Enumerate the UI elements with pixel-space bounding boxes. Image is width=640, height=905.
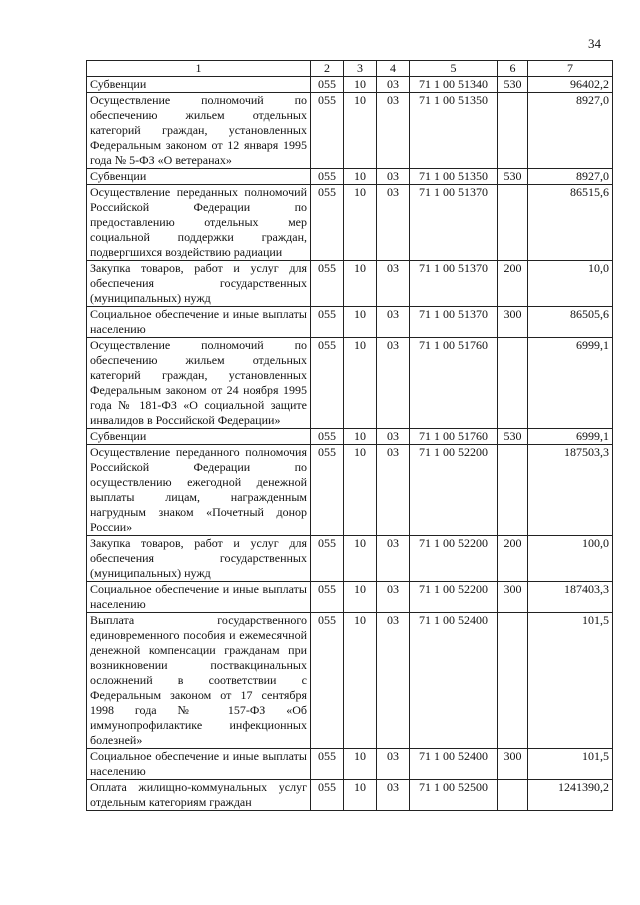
expense-type-cell: 200 xyxy=(498,261,528,307)
subsection-code-cell: 03 xyxy=(377,185,410,261)
section-code-cell: 10 xyxy=(344,445,377,536)
table-row xyxy=(87,185,613,261)
table-row xyxy=(87,261,613,307)
table-row xyxy=(87,582,613,613)
amount-cell: 6999,1 xyxy=(528,429,613,445)
subsection-code-cell: 03 xyxy=(377,749,410,780)
ministry-code-cell: 055 xyxy=(311,77,344,93)
subsection-code-cell: 03 xyxy=(377,261,410,307)
item-name-cell: Осуществление полномочий по обеспечению жильем отдельных категорий граждан, установленных Федеральным законом от 24 ноября 1995 года № 181-ФЗ «О социальной защите инвалидов в Российской Федерации» xyxy=(87,338,311,429)
table-row xyxy=(87,429,613,445)
column-header: 7 xyxy=(528,61,613,77)
subsection-code-cell: 03 xyxy=(377,429,410,445)
item-name-cell: Социальное обеспечение и иные выплаты населению xyxy=(87,749,311,780)
target-article-cell: 71 1 00 52400 xyxy=(410,749,498,780)
target-article-cell: 71 1 00 51340 xyxy=(410,77,498,93)
subsection-code-cell: 03 xyxy=(377,169,410,185)
section-code-cell: 10 xyxy=(344,429,377,445)
column-header: 4 xyxy=(377,61,410,77)
table-row xyxy=(87,307,613,338)
subsection-code-cell: 03 xyxy=(377,613,410,749)
expense-type-cell: 530 xyxy=(498,169,528,185)
section-code-cell: 10 xyxy=(344,780,377,811)
section-code-cell: 10 xyxy=(344,749,377,780)
expense-type-cell: 300 xyxy=(498,307,528,338)
target-article-cell: 71 1 00 52200 xyxy=(410,445,498,536)
ministry-code-cell: 055 xyxy=(311,445,344,536)
subsection-code-cell: 03 xyxy=(377,780,410,811)
subsection-code-cell: 03 xyxy=(377,582,410,613)
column-header: 2 xyxy=(311,61,344,77)
expense-type-cell xyxy=(498,338,528,429)
ministry-code-cell: 055 xyxy=(311,338,344,429)
item-name-cell: Осуществление переданных полномочий Российской Федерации по предоставлению отдельных мер социальной поддержки граждан, подвергшихся воздействию радиации xyxy=(87,185,311,261)
subsection-code-cell: 03 xyxy=(377,77,410,93)
amount-cell: 10,0 xyxy=(528,261,613,307)
amount-cell: 101,5 xyxy=(528,613,613,749)
column-header: 6 xyxy=(498,61,528,77)
expense-type-cell: 530 xyxy=(498,77,528,93)
table-row xyxy=(87,169,613,185)
target-article-cell: 71 1 00 51370 xyxy=(410,307,498,338)
subsection-code-cell: 03 xyxy=(377,445,410,536)
target-article-cell: 71 1 00 51760 xyxy=(410,429,498,445)
amount-cell: 86505,6 xyxy=(528,307,613,338)
expense-type-cell: 200 xyxy=(498,536,528,582)
target-article-cell: 71 1 00 51350 xyxy=(410,93,498,169)
subsection-code-cell: 03 xyxy=(377,307,410,338)
target-article-cell: 71 1 00 51760 xyxy=(410,338,498,429)
table-row xyxy=(87,77,613,93)
target-article-cell: 71 1 00 52500 xyxy=(410,780,498,811)
item-name-cell: Оплата жилищно-коммунальных услуг отдельным категориям граждан xyxy=(87,780,311,811)
expense-type-cell xyxy=(498,780,528,811)
amount-cell: 96402,2 xyxy=(528,77,613,93)
amount-cell: 187503,3 xyxy=(528,445,613,536)
section-code-cell: 10 xyxy=(344,582,377,613)
item-name-cell: Закупка товаров, работ и услуг для обеспечения государственных (муниципальных) нужд xyxy=(87,261,311,307)
ministry-code-cell: 055 xyxy=(311,185,344,261)
expense-type-cell xyxy=(498,93,528,169)
section-code-cell: 10 xyxy=(344,536,377,582)
budget-table xyxy=(86,60,613,811)
target-article-cell: 71 1 00 52200 xyxy=(410,536,498,582)
section-code-cell: 10 xyxy=(344,261,377,307)
target-article-cell: 71 1 00 52200 xyxy=(410,582,498,613)
table-body xyxy=(87,77,613,811)
amount-cell: 8927,0 xyxy=(528,93,613,169)
amount-cell: 187403,3 xyxy=(528,582,613,613)
item-name-cell: Осуществление переданного полномочия Российской Федерации по осуществлению ежегодной денежной выплаты лицам, награжденным нагрудным знаком «Почетный донор России» xyxy=(87,445,311,536)
expense-type-cell xyxy=(498,613,528,749)
section-code-cell: 10 xyxy=(344,93,377,169)
ministry-code-cell: 055 xyxy=(311,169,344,185)
expense-type-cell: 530 xyxy=(498,429,528,445)
section-code-cell: 10 xyxy=(344,185,377,261)
item-name-cell: Социальное обеспечение и иные выплаты населению xyxy=(87,307,311,338)
section-code-cell: 10 xyxy=(344,307,377,338)
amount-cell: 101,5 xyxy=(528,749,613,780)
table-row xyxy=(87,338,613,429)
table-row xyxy=(87,749,613,780)
expense-type-cell: 300 xyxy=(498,582,528,613)
target-article-cell: 71 1 00 52400 xyxy=(410,613,498,749)
page-number: 34 xyxy=(588,36,601,51)
table-row xyxy=(87,445,613,536)
expense-type-cell xyxy=(498,445,528,536)
ministry-code-cell: 055 xyxy=(311,93,344,169)
column-header: 3 xyxy=(344,61,377,77)
subsection-code-cell: 03 xyxy=(377,536,410,582)
subsection-code-cell: 03 xyxy=(377,93,410,169)
section-code-cell: 10 xyxy=(344,338,377,429)
section-code-cell: 10 xyxy=(344,169,377,185)
amount-cell: 100,0 xyxy=(528,536,613,582)
amount-cell: 6999,1 xyxy=(528,338,613,429)
item-name-cell: Осуществление полномочий по обеспечению жильем отдельных категорий граждан, установленных Федеральным законом от 12 января 1995 года № 5-ФЗ «О ветеранах» xyxy=(87,93,311,169)
item-name-cell: Закупка товаров, работ и услуг для обеспечения государственных (муниципальных) нужд xyxy=(87,536,311,582)
amount-cell: 1241390,2 xyxy=(528,780,613,811)
table-row xyxy=(87,93,613,169)
table-row xyxy=(87,780,613,811)
amount-cell: 8927,0 xyxy=(528,169,613,185)
ministry-code-cell: 055 xyxy=(311,582,344,613)
item-name-cell: Субвенции xyxy=(87,77,311,93)
table-header-row xyxy=(87,61,613,77)
item-name-cell: Субвенции xyxy=(87,169,311,185)
section-code-cell: 10 xyxy=(344,77,377,93)
ministry-code-cell: 055 xyxy=(311,536,344,582)
ministry-code-cell: 055 xyxy=(311,780,344,811)
item-name-cell: Субвенции xyxy=(87,429,311,445)
expense-type-cell: 300 xyxy=(498,749,528,780)
table-row xyxy=(87,536,613,582)
amount-cell: 86515,6 xyxy=(528,185,613,261)
target-article-cell: 71 1 00 51350 xyxy=(410,169,498,185)
subsection-code-cell: 03 xyxy=(377,338,410,429)
target-article-cell: 71 1 00 51370 xyxy=(410,261,498,307)
ministry-code-cell: 055 xyxy=(311,307,344,338)
column-header: 5 xyxy=(410,61,498,77)
ministry-code-cell: 055 xyxy=(311,613,344,749)
column-header: 1 xyxy=(87,61,311,77)
section-code-cell: 10 xyxy=(344,613,377,749)
item-name-cell: Социальное обеспечение и иные выплаты населению xyxy=(87,582,311,613)
item-name-cell: Выплата государственного единовременного пособия и ежемесячной денежной компенсации гражданам при возникновении поствакцинальных осложнений в соответствии с Федеральным законом от 17 сентября 1998 года № 157-ФЗ «Об иммунопрофилактике инфекционных болезней» xyxy=(87,613,311,749)
table-row xyxy=(87,613,613,749)
target-article-cell: 71 1 00 51370 xyxy=(410,185,498,261)
ministry-code-cell: 055 xyxy=(311,749,344,780)
ministry-code-cell: 055 xyxy=(311,429,344,445)
expense-type-cell xyxy=(498,185,528,261)
ministry-code-cell: 055 xyxy=(311,261,344,307)
